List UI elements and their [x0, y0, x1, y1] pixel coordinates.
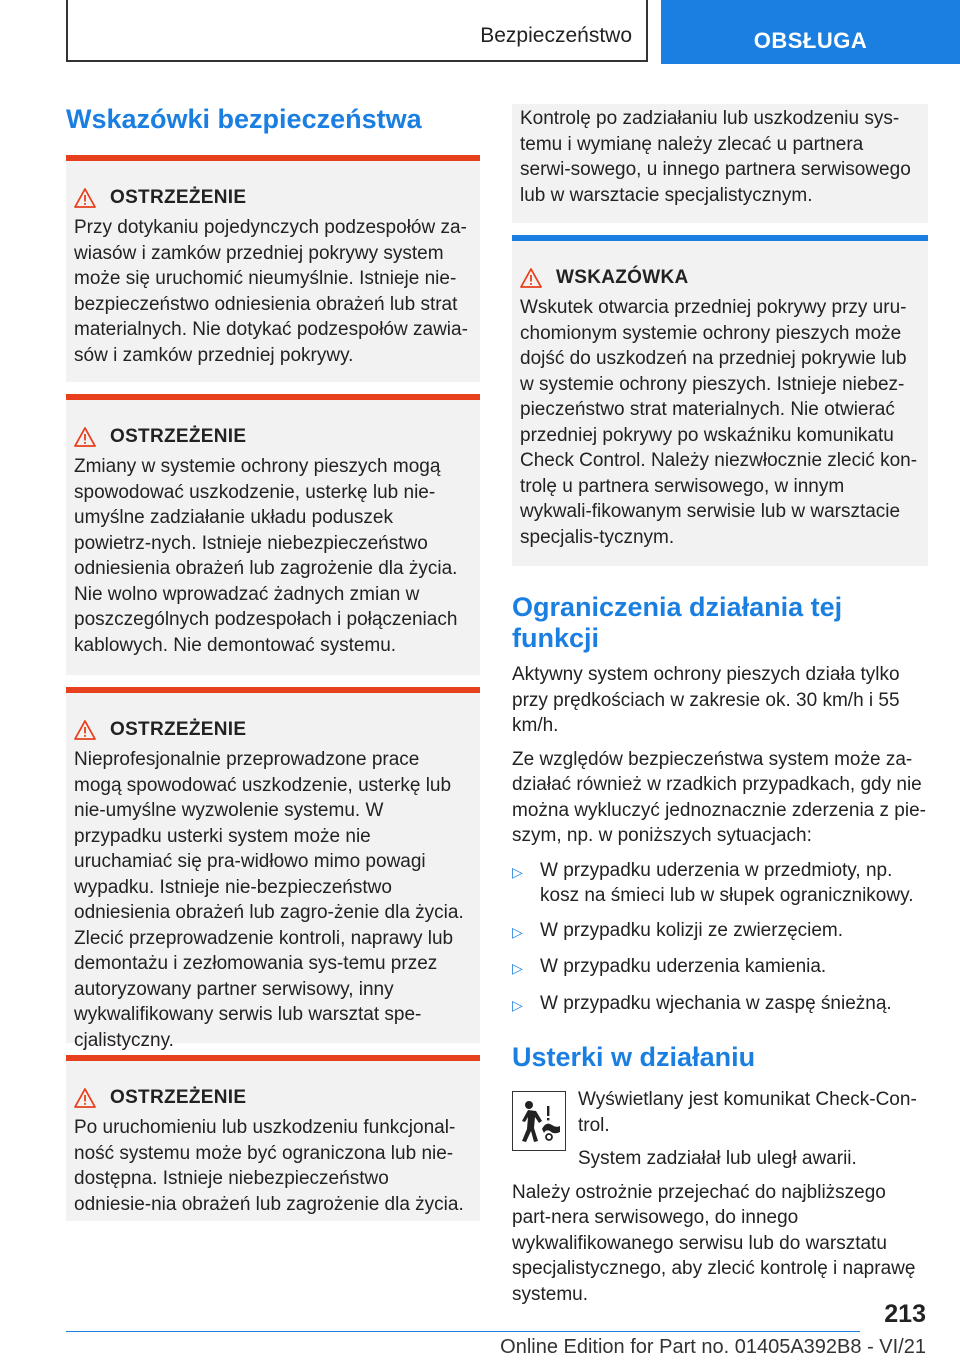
- limits-paragraph-2: Ze względów bezpieczeństwa system może za-działać również w rzadkich przypadkach, gdy nie można wykluczyć jednoznacznie zderzenia z pie-szym, np. w poniższych sytuacjach:: [512, 748, 926, 846]
- warning-text: Po uruchomieniu lub uszkodzeniu funkcjonal-ność systemu może być ograniczona lub nie-dostępna. Istnieje niebezpieczeństwo odniesie-nia obrażeń lub zagrożenie dla życia.: [74, 1117, 464, 1215]
- right-column: [512, 104, 928, 1307]
- note-title: WSKAZÓWKA: [556, 267, 689, 288]
- list-item: [512, 918, 928, 946]
- faults-heading: Usterki w działaniu: [512, 1042, 756, 1072]
- triangle-bullet-icon: ▷: [512, 996, 523, 1013]
- warning-title: OSTRZEŻENIE: [110, 719, 247, 740]
- section-title: Bezpieczeństwo: [480, 24, 632, 47]
- fault-message-text: Wyświetlany jest komunikat Check-Con-trol.: [578, 1089, 917, 1136]
- warning-triangle-icon: [74, 427, 96, 447]
- warning-box-2: [66, 394, 480, 675]
- chapter-tab-label: OBSŁUGA: [753, 28, 868, 53]
- chapter-tab[interactable]: [661, 0, 960, 64]
- page-number: 213: [884, 1300, 926, 1328]
- list-item-text: W przypadku uderzenia w przedmioty, np. kosz na śmieci lub w słupek ogranicznikowy.: [540, 859, 914, 906]
- left-column: [66, 104, 480, 1221]
- triangle-bullet-icon: ▷: [512, 923, 523, 940]
- warning-title: OSTRZEŻENIE: [110, 187, 247, 208]
- warning-box-3: [66, 687, 480, 1051]
- list-item-text: W przypadku wjechania w zaspę śnieżną.: [540, 992, 892, 1014]
- faults-paragraph: Należy ostrożnie przejechać do najbliższego part-nera serwisowego, do innego wykwalifikowanego serwisu lub do warsztatu specjalistycznego, aby zlecić kontrolę i naprawę systemu.: [512, 1181, 916, 1305]
- list-item: [512, 991, 928, 1019]
- list-item-text: W przypadku uderzenia kamienia.: [540, 956, 827, 977]
- list-item-text: W przypadku kolizji ze zwierzęciem.: [540, 919, 844, 941]
- safety-heading: Wskazówki bezpieczeństwa: [66, 104, 422, 134]
- warning-text: Zmiany w systemie ochrony pieszych mogą spowodować uszkodzenie, usterkę lub nie-umyślne zadziałanie układu poduszek powietrz-nych. Istnieje niebezpieczeństwo odniesienia obrażeń lub zagrożenie dla życia. Nie wolno wprowadzać żadnych zmian w poszczególnych podzespołach i połączeniach kablowych. Nie demontować systemu.: [74, 456, 458, 656]
- warning-box-1: [66, 155, 480, 382]
- warning-text: Nieprofesjonalnie przeprowadzone prace mogą spowodować uszkodzenie, usterkę lub nie-umyślne wyzwolenie systemu. W przypadku usterki system może nie uruchamiać się pra-widłowo mimo powagi wypadku. Istnieje nie-bezpieczeństwo odniesienia obrażeń lub zagro-żenie dla życia. Zlecić przeprowadzenie kontroli, naprawy lub demontażu i zezłomowania sys-temu przez autoryzowany partner serwisowy, inny wykwalifikowany serwis lub warsztat spe-cjalistyczny.: [74, 749, 464, 1051]
- header-section-box: [66, 0, 648, 62]
- warning-triangle-icon: [74, 720, 96, 740]
- warning-box-4: [66, 1055, 480, 1221]
- warning-triangle-icon: [74, 188, 96, 208]
- continued-text: Kontrolę po zadziałaniu lub uszkodzeniu sys-temu i wymianę należy zlecać u partnera serwi-sowego, u innego partnera serwisowego lub w warsztacie specjalistycznym.: [520, 108, 911, 206]
- warning-text: Przy dotykaniu pojedynczych podzespołów za-wiasów i zamków przedniej pokrywy system może się uruchomić nieumyślnie. Istnieje nie-bezpieczeństwo odniesienia obrażeń lub strat materialnych. Nie dotykać podzespołów zawia-sów i zamków przedniej pokrywy.: [74, 217, 468, 366]
- list-item: [512, 858, 928, 909]
- warning-title: OSTRZEŻENIE: [110, 426, 247, 447]
- limits-paragraph-1: Aktywny system ochrony pieszych działa tylko przy prędkościach w zakresie ok. 30 km/h i 55 km/h.: [512, 664, 900, 736]
- triangle-bullet-icon: ▷: [512, 960, 523, 976]
- fault-status-text: System zadziałał lub uległ awarii.: [578, 1148, 857, 1169]
- fault-message: [512, 1087, 928, 1172]
- warning-triangle-icon: [74, 1088, 96, 1108]
- note-box: [512, 235, 928, 566]
- footer-divider: [66, 1331, 860, 1332]
- warning-triangle-icon: [520, 268, 542, 288]
- edition-text: Online Edition for Part no. 01405A392B8 - VI/21: [500, 1336, 926, 1358]
- note-text: Wskutek otwarcia przedniej pokrywy przy uru-chomionym systemie ochrony pieszych może dojść do uszkodzeń na przedniej pokrywie lub w systemie ochrony pieszych. Istnieje niebez-pieczeństwo strat materialnych. Nie otwierać przedniej pokrywy po wskaźniku komunikatu Check Control. Należy niezwłocznie zlecić kon-trolę u partnera serwisowego, w innym wykwali-fikowanym serwisie lub w warsztacie specjalis-tycznym.: [520, 297, 918, 548]
- limits-heading: Ograniczenia działania tej funkcji: [512, 592, 843, 653]
- continued-box: [512, 104, 928, 223]
- list-item: [512, 954, 928, 982]
- pedestrian-protection-icon: [512, 1091, 566, 1151]
- warning-title: OSTRZEŻENIE: [110, 1087, 247, 1108]
- triangle-bullet-icon: ▷: [512, 863, 523, 880]
